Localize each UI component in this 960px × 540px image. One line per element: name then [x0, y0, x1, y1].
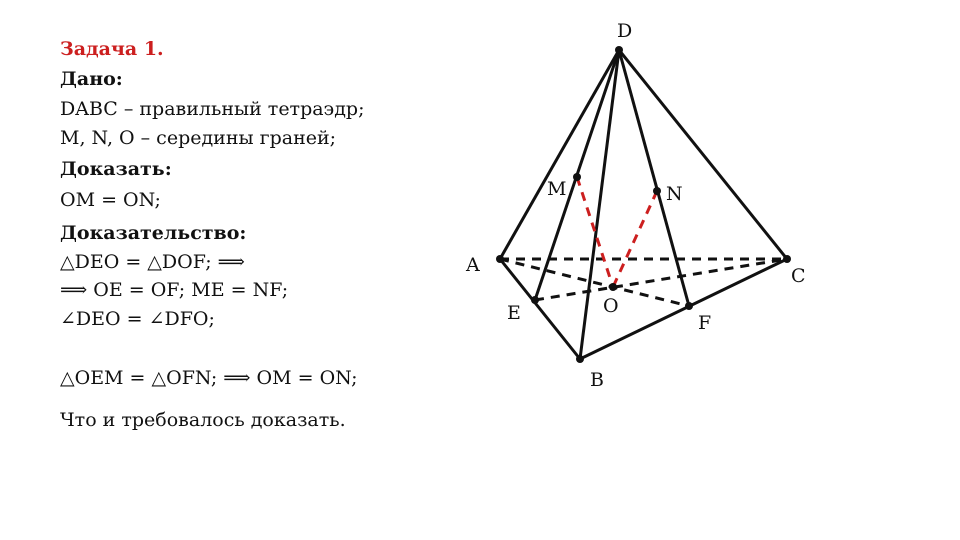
proof-heading: Доказательство: — [60, 222, 247, 244]
given-line-1: DABC – правильный тетраэдр; — [60, 98, 365, 120]
proof-line-1: △DEO = △DOF; ⟹ — [60, 251, 245, 273]
label-o: O — [603, 295, 619, 317]
prove-line: OM = ON; — [60, 189, 161, 211]
label-f: F — [698, 312, 712, 334]
segment-on — [613, 191, 657, 287]
point-c — [783, 255, 791, 263]
median-af-hidden — [500, 259, 689, 306]
point-a — [496, 255, 504, 263]
proof-line-4: △OEM = △OFN; ⟹ OM = ON; — [60, 367, 358, 389]
prove-heading: Доказать: — [60, 158, 172, 180]
label-b: B — [590, 369, 604, 391]
label-n: N — [666, 183, 683, 205]
label-a: A — [466, 254, 480, 276]
label-c: C — [791, 265, 806, 287]
task-title: Задача 1. — [60, 38, 164, 60]
point-m — [573, 173, 581, 181]
edge-dc — [619, 50, 787, 259]
point-b — [576, 355, 584, 363]
label-d: D — [617, 20, 633, 42]
point-o — [609, 283, 617, 291]
conclusion-text: Что и требовалось доказать. — [60, 409, 346, 431]
median-ce-hidden — [535, 259, 787, 300]
point-f — [685, 302, 693, 310]
given-line-2: M, N, O – середины граней; — [60, 127, 337, 149]
point-d — [615, 46, 623, 54]
label-e: E — [507, 302, 521, 324]
point-e — [531, 296, 539, 304]
point-n — [653, 187, 661, 195]
median-df — [619, 50, 689, 306]
label-m: M — [547, 178, 567, 200]
given-heading: Дано: — [60, 68, 123, 90]
proof-line-3: ∠DEO = ∠DFO; — [60, 308, 215, 330]
proof-line-2: ⟹ OE = OF; ME = NF; — [60, 279, 289, 301]
